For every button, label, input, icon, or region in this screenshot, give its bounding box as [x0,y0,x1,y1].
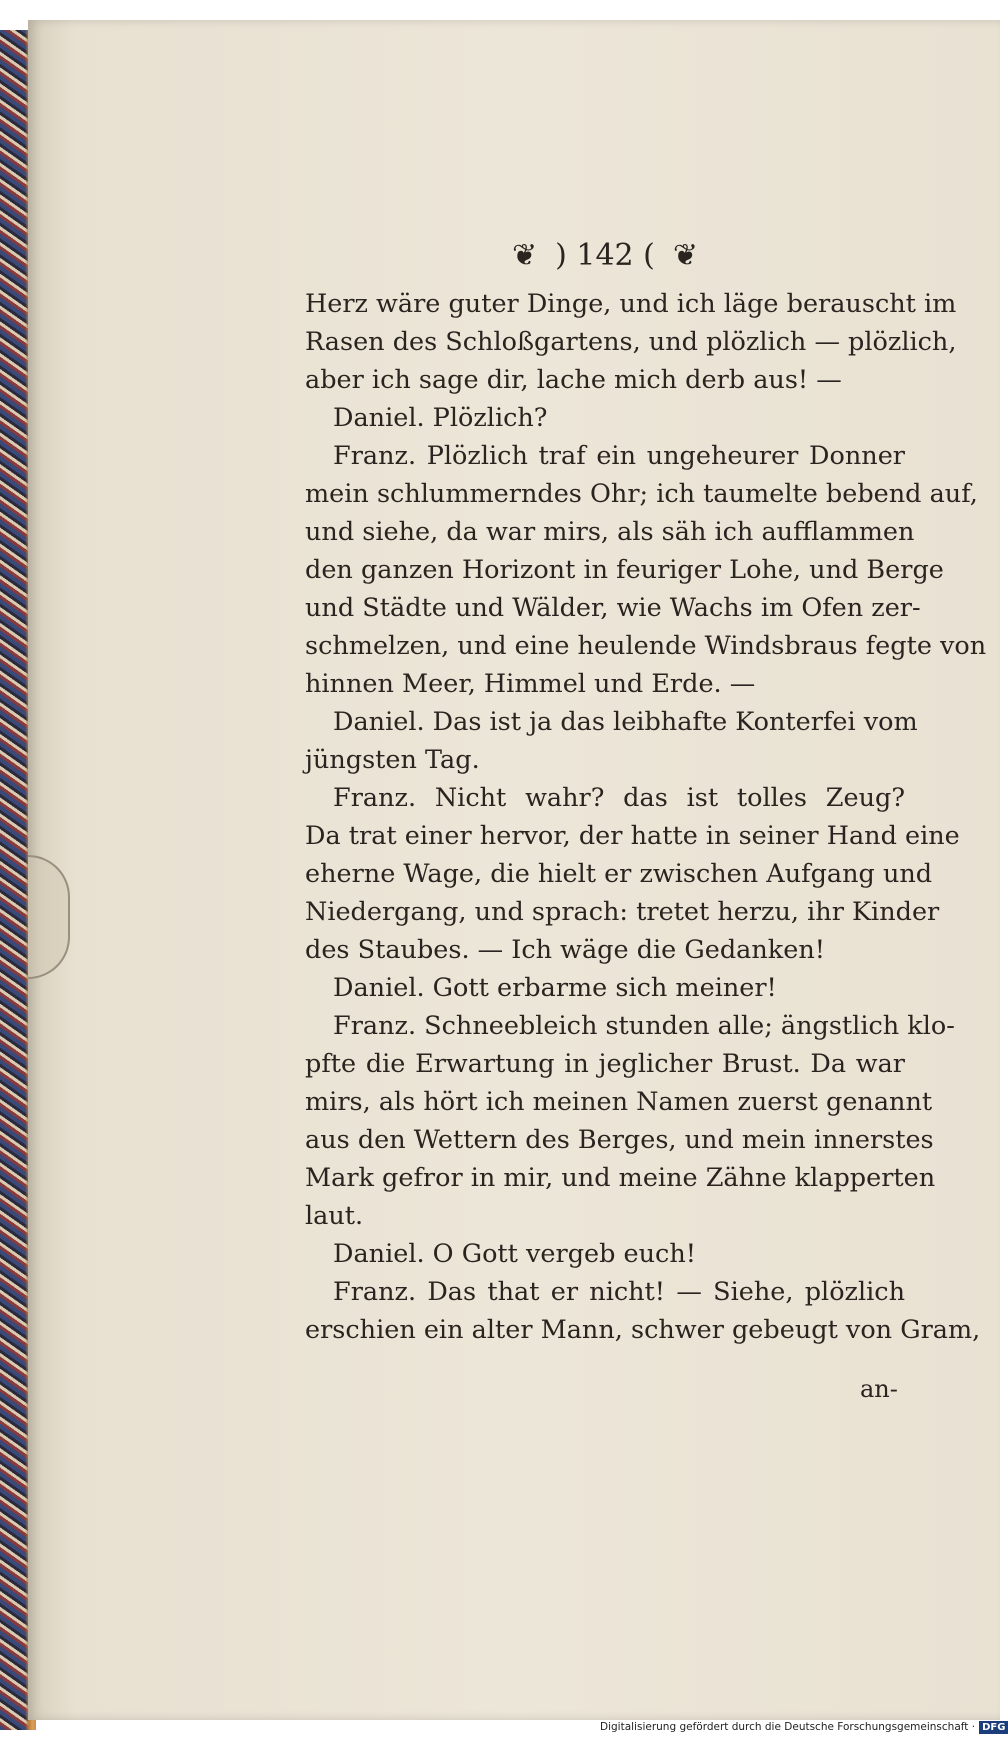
text-line: hinnen Meer, Himmel und Erde. — [305,669,756,699]
right-ornament-icon: ❦ [672,237,699,273]
text-line: Niedergang, und sprach: tretet herzu, ihr Kinder [305,897,940,927]
text-line: des Staubes. — Ich wäge die Gedanken! [305,935,825,965]
text-line: schmelzen, und eine heulende Windsbraus fegte von [305,631,987,661]
text-line: und Städte und Wälder, wie Wachs im Ofen zer- [305,593,921,623]
catchword: an- [860,1375,898,1403]
text-line: aber ich sage dir, lache mich derb aus! — [305,365,842,395]
digitization-footer [600,1718,1006,1736]
page-number: ) 142 ( [555,237,655,273]
text-line: Daniel. O Gott vergeb euch! [333,1239,697,1269]
text-line: eherne Wage, die hielt er zwischen Aufgang und [305,859,933,889]
text-line: jüngsten Tag. [305,745,480,775]
page-header [490,230,720,280]
text-line: Daniel. Plözlich? [333,403,548,433]
text-line: Mark gefror in mir, und meine Zähne klapperten [305,1163,936,1193]
text-line: laut. [305,1201,364,1231]
text-line: Daniel. Gott erbarme sich meiner! [333,973,777,1003]
text-line: Herz wäre guter Dinge, und ich läge berauscht im [305,289,957,319]
footer-text: Digitalisierung gefördert durch die Deutsche Forschungsgemeinschaft · [600,1721,976,1733]
text-line: erschien ein alter Mann, schwer gebeugt von Gram, [305,1315,981,1345]
text-line: den ganzen Horizont in feuriger Lohe, und Berge [305,555,944,585]
marbled-cover [0,30,30,1730]
text-line: aus den Wettern des Berges, und mein innerstes [305,1125,934,1155]
dfg-logo-icon: DFG [979,1721,1008,1734]
text-line: Franz. Plözlich traf ein ungeheurer Donner [333,441,905,471]
text-line: Da trat einer hervor, der hatte in seiner Hand eine [305,821,960,851]
left-ornament-icon: ❦ [511,237,538,273]
text-line: mirs, als hört ich meinen Namen zuerst genannt [305,1087,933,1117]
text-line: mein schlummerndes Ohr; ich taumelte bebend auf, [305,479,978,509]
text-line: und siehe, da war mirs, als säh ich aufflammen [305,517,915,547]
text-line: Franz. Das that er nicht! — Siehe, plözlich [333,1277,905,1307]
page-body [305,285,987,1349]
text-line: pfte die Erwartung in jeglicher Brust. Da war [305,1049,905,1079]
text-line: Daniel. Das ist ja das leibhafte Konterfei vom [333,707,918,737]
text-line: Franz. Schneebleich stunden alle; ängstlich klo- [333,1011,955,1041]
text-line: Franz. Nicht wahr? das ist tolles Zeug? [333,783,905,813]
text-line: Rasen des Schloßgartens, und plözlich — plözlich, [305,327,957,357]
